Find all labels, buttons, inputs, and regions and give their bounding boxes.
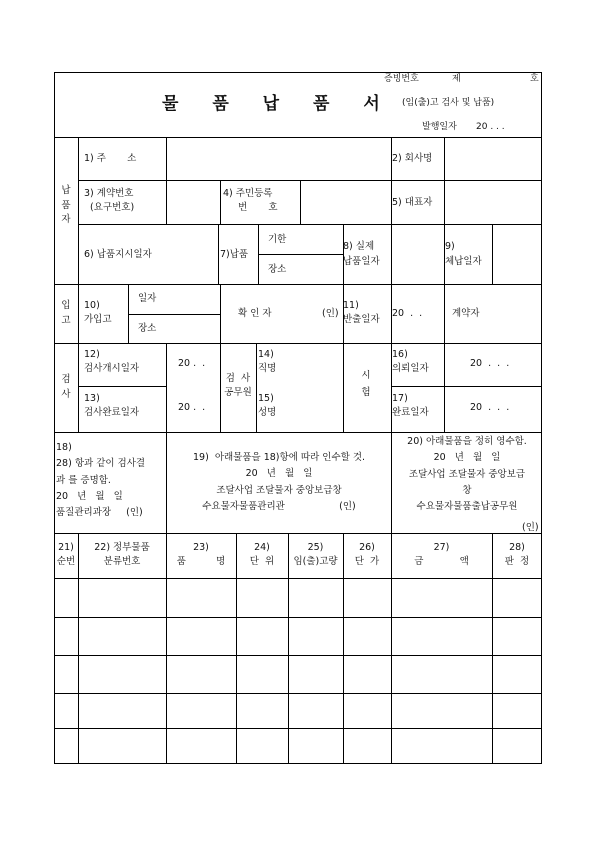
grid-line: [78, 180, 542, 181]
return-date-label: 11) 반출일자: [343, 300, 380, 326]
contractor-label: 계약자: [452, 308, 480, 319]
company-label: 2) 회사명: [392, 153, 433, 164]
grid-line: [54, 137, 542, 138]
deadline-label: 기한: [268, 234, 287, 245]
inspection-end-label: 13) 검사완료일자: [84, 393, 140, 418]
grid-line: [128, 284, 129, 343]
test-complete-value: 20 . . .: [470, 402, 510, 413]
contract-no-label: 3) 계약번호 (요구번호): [84, 188, 135, 214]
grid-line: [444, 284, 445, 343]
receipt-block: 20) 아래물품을 정히 영수함. 20 년 월 일 조달사업 조달물자 중앙보급 창 수요물자물품출납공무원: [407, 436, 527, 513]
grid-line: [54, 728, 542, 729]
resident-no-label: 4) 주민등록 번 호: [223, 188, 278, 214]
table-header-cell: 22) 정부물품 분류번호: [94, 542, 150, 568]
grid-line: [166, 432, 167, 533]
inbound-section-label: 입 고: [61, 300, 71, 327]
address-label: 1) 주 소: [84, 153, 137, 164]
grid-line: [54, 533, 542, 534]
inbound-date-label: 10) 가입고: [84, 300, 112, 326]
test-request-label: 16) 의뢰일자: [392, 349, 429, 374]
page-title: 물 품 납 품 서: [162, 94, 394, 114]
actual-delivery-date-label: 8) 실제 납품일자: [343, 241, 380, 267]
inspector-label: 검 사 공무원: [224, 373, 252, 399]
table-header-cell: 27) 금 액: [414, 542, 469, 568]
cert-no-ho: 호: [530, 74, 539, 84]
inbound-place-sub-label: 장소: [138, 323, 157, 334]
supplier-section-label: 납 품 자: [61, 185, 71, 226]
inspection-start-value: 20 . .: [178, 358, 206, 369]
grid-line: [391, 224, 392, 284]
issue-date-value: 20 . . .: [476, 122, 505, 132]
grid-line: [54, 655, 542, 656]
grid-line: [444, 137, 445, 224]
issue-date-label: 발행일자: [422, 122, 457, 132]
grid-line: [78, 224, 542, 225]
return-date-value: 20 . .: [392, 308, 423, 319]
name-label: 15) 성명: [258, 393, 277, 418]
acceptance-block: 19) 아래물품을 18)항에 따라 인수할 것. 20 년 월 일 조달사업 조달물자 중앙보급창 수요물자물품관리관 (인): [192, 452, 366, 512]
delivery-label: 7)납품: [220, 249, 249, 260]
grid-line: [54, 693, 542, 694]
inspection-end-value: 20 . .: [178, 402, 206, 413]
grid-line: [78, 386, 166, 387]
grid-line: [258, 254, 343, 255]
grid-line: [256, 343, 257, 432]
table-header-cell: 23) 품 명: [176, 542, 226, 568]
test-request-value: 20 . . .: [470, 358, 510, 369]
inspection-start-label: 12) 검사개시일자: [84, 349, 140, 374]
table-header-cell: 28) 판 정: [504, 542, 530, 568]
cert-no-je: 제: [452, 74, 461, 84]
inspection-section-label: 검 사: [61, 374, 71, 401]
confirmer-label: 확 인 자: [238, 308, 272, 319]
grid-line: [391, 386, 542, 387]
grid-line: [54, 343, 542, 344]
table-header-cell: 26) 단 가: [354, 542, 380, 568]
grid-line: [300, 180, 301, 224]
position-label: 14) 직명: [258, 349, 277, 374]
receipt-seal: (인): [522, 522, 539, 533]
place-label: 장소: [268, 264, 287, 275]
grid-line: [444, 343, 445, 432]
delivery-instruction-date-label: 6) 납품지시일자: [84, 249, 152, 260]
grid-line: [492, 224, 493, 284]
confirmer-seal: (인): [322, 308, 339, 319]
grid-line: [218, 224, 219, 284]
grid-line: [166, 343, 167, 432]
grid-line: [258, 224, 259, 284]
representative-label: 5) 대표자: [392, 197, 433, 208]
table-header-cell: 21) 순번: [56, 542, 76, 568]
cert-no-label: 증빙번호: [384, 74, 419, 84]
quality-certification-block: 18) 28) 항과 같이 검사결 과 를 증명함. 20 년 월 일 품질관리과장 (인): [56, 442, 146, 519]
grid-line: [54, 617, 542, 618]
grid-line: [54, 432, 542, 433]
test-complete-label: 17) 완료일자: [392, 393, 429, 418]
table-header-cell: 25) 임(출)고량: [293, 542, 338, 568]
table-header-cell: 24) 단 위: [249, 542, 275, 568]
grid-line: [220, 180, 221, 224]
inbound-date-sub-label: 일자: [138, 293, 157, 304]
grid-line: [78, 137, 79, 432]
grid-line: [128, 314, 220, 315]
grid-line: [220, 284, 221, 343]
grid-line: [166, 137, 167, 224]
grid-line: [343, 343, 344, 432]
test-label: 시 험: [361, 370, 371, 399]
grid-line: [391, 137, 392, 224]
inspection-note: (임(출)고 검사 및 납품): [402, 98, 495, 108]
overdue-days-label: 9) 체납일자: [445, 241, 482, 267]
grid-line: [54, 578, 542, 579]
